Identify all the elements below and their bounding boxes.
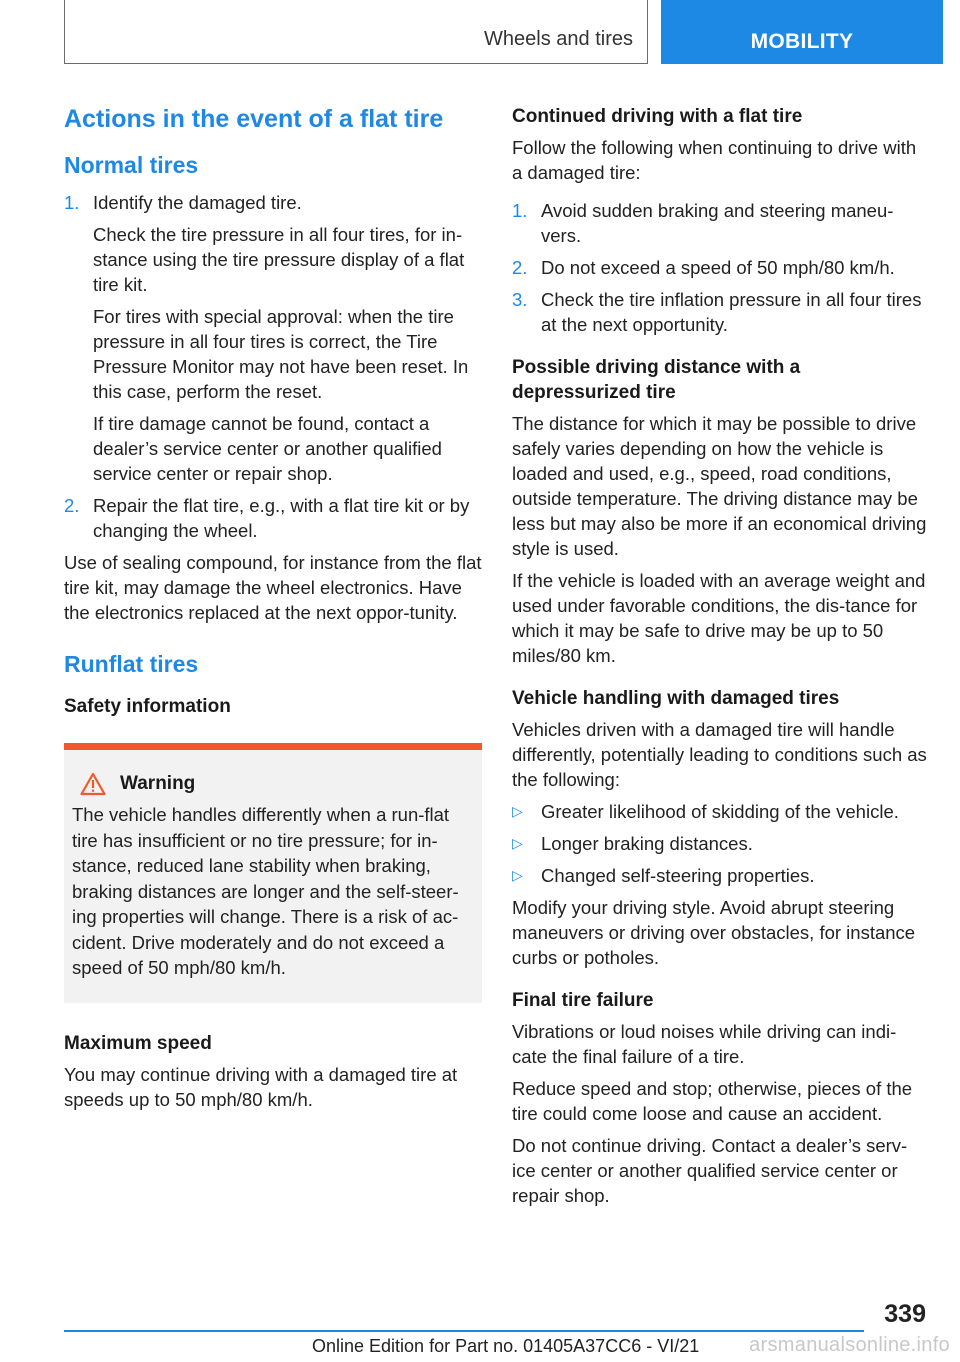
header-chapter-tab bbox=[661, 0, 943, 64]
bullet-triangle-icon: ▷ bbox=[512, 867, 523, 883]
vehicle-handling-intro: Vehicles driven with a damaged tire will handle differently, potentially leading to conditions such as the following: bbox=[512, 719, 927, 790]
list-item bbox=[512, 198, 930, 248]
step-detail: For tires with special approval: when the tire pressure in all four tires is correct, the Tire Pressure Monitor may not have been reset. In this case, perform the reset. bbox=[93, 305, 469, 402]
footer-edition: Online Edition for Part no. 01405A37CC6 - VI/21 bbox=[312, 1336, 700, 1356]
warning-header bbox=[80, 772, 474, 796]
page-number: 339 bbox=[884, 1300, 926, 1328]
step-number: 1. bbox=[512, 200, 528, 221]
step-detail: If tire damage cannot be found, contact a dealer’s service center or another qualified service center or repair shop. bbox=[93, 412, 442, 484]
driving-distance-paragraph: If the vehicle is loaded with an average weight and used under favorable conditions, the dis-tance for which it may be safe to drive may be up to 50 miles/80 km. bbox=[512, 570, 926, 666]
step-text: Identify the damaged tire. bbox=[93, 191, 302, 213]
safety-heading: Safety information bbox=[64, 696, 231, 718]
max-speed-text: You may continue driving with a damaged tire at speeds up to 50 mph/80 km/h. bbox=[64, 1063, 458, 1110]
right-column bbox=[512, 100, 930, 1215]
bullet-text: Greater likelihood of skidding of the vehicle. bbox=[541, 801, 899, 822]
normal-tires-heading: Normal tires bbox=[64, 152, 199, 178]
final-failure-paragraph: Vibrations or loud noises while driving can indi-cate the final failure of a tire. bbox=[512, 1021, 897, 1067]
vehicle-handling-list bbox=[512, 799, 930, 888]
header-chapter-label: MOBILITY bbox=[750, 30, 854, 53]
list-item bbox=[64, 190, 482, 486]
continued-driving-heading: Continued driving with a flat tire bbox=[512, 106, 803, 127]
warning-box bbox=[64, 743, 482, 1003]
list-item bbox=[512, 799, 930, 824]
runflat-heading: Runflat tires bbox=[64, 650, 199, 677]
final-failure-heading: Final tire failure bbox=[512, 990, 654, 1011]
header-section-title: Wheels and tires bbox=[484, 28, 633, 50]
warning-text: The vehicle handles differently when a run-flat tire has insufficient or no tire pressure; for in-stance, reduced lane stability when braking, braking distances are longer and the self-steer-ing properties will change. There is a risk of ac-cident. Drive moderately and do not exceed a speed of 50 mph/80 km/h. bbox=[72, 804, 459, 979]
final-failure-paragraph: Reduce speed and stop; otherwise, pieces of the tire could come loose and cause an accident. bbox=[512, 1078, 913, 1124]
step-detail: Check the tire pressure in all four tires, for in-stance using the tire pressure display of a flat tire kit. bbox=[93, 223, 465, 295]
list-item bbox=[512, 287, 930, 337]
bullet-text: Longer braking distances. bbox=[541, 833, 753, 854]
step-text: Repair the flat tire, e.g., with a flat tire kit or by changing the wheel. bbox=[93, 494, 470, 541]
continued-driving-steps bbox=[512, 198, 930, 337]
sealing-note: Use of sealing compound, for instance from the flat tire kit, may damage the wheel electronics. Have the electronics replaced at the next oppor-tunity. bbox=[64, 551, 482, 623]
continued-driving-intro: Follow the following when continuing to drive with a damaged tire: bbox=[512, 137, 917, 183]
list-item bbox=[512, 831, 930, 856]
list-item bbox=[64, 493, 482, 543]
flat-tire-steps bbox=[64, 190, 482, 543]
bullet-triangle-icon: ▷ bbox=[512, 803, 523, 819]
vehicle-handling-heading: Vehicle handling with damaged tires bbox=[512, 688, 840, 709]
step-text: Check the tire inflation pressure in all four tires at the next opportunity. bbox=[541, 289, 922, 335]
step-text: Avoid sudden braking and steering maneu-vers. bbox=[541, 200, 894, 246]
step-number: 3. bbox=[512, 289, 528, 310]
driving-distance-paragraph: The distance for which it may be possible to drive safely varies depending on how the vehicle is loaded and used, e.g., speed, road conditions, outside temperature. The driving distance may be less but may also be more if an economical driving style is used. bbox=[512, 413, 927, 559]
step-number: 1. bbox=[64, 191, 80, 213]
driving-distance-heading: Possible driving distance with a depressurized tire bbox=[512, 357, 801, 403]
header-section-box bbox=[64, 0, 648, 64]
step-number: 2. bbox=[64, 494, 80, 516]
final-failure-paragraph: Do not continue driving. Contact a dealer’s serv-ice center or another qualified service center or repair shop. bbox=[512, 1135, 908, 1206]
list-item bbox=[512, 863, 930, 888]
warning-triangle-icon bbox=[80, 772, 106, 796]
page-title: Actions in the event of a flat tire bbox=[64, 105, 444, 133]
vehicle-handling-outro: Modify your driving style. Avoid abrupt steering maneuvers or driving over obstacles, for instance curbs or potholes. bbox=[512, 897, 916, 968]
max-speed-heading: Maximum speed bbox=[64, 1032, 212, 1054]
bullet-text: Changed self-steering properties. bbox=[541, 865, 815, 886]
step-number: 2. bbox=[512, 257, 528, 278]
left-column bbox=[64, 100, 482, 1119]
footer-divider bbox=[64, 1330, 864, 1332]
step-text: Do not exceed a speed of 50 mph/80 km/h. bbox=[541, 257, 895, 278]
footer-watermark: arsmanualsonline.info bbox=[749, 1334, 950, 1356]
list-item bbox=[512, 255, 930, 280]
warning-title: Warning bbox=[120, 773, 196, 795]
bullet-triangle-icon: ▷ bbox=[512, 835, 523, 851]
